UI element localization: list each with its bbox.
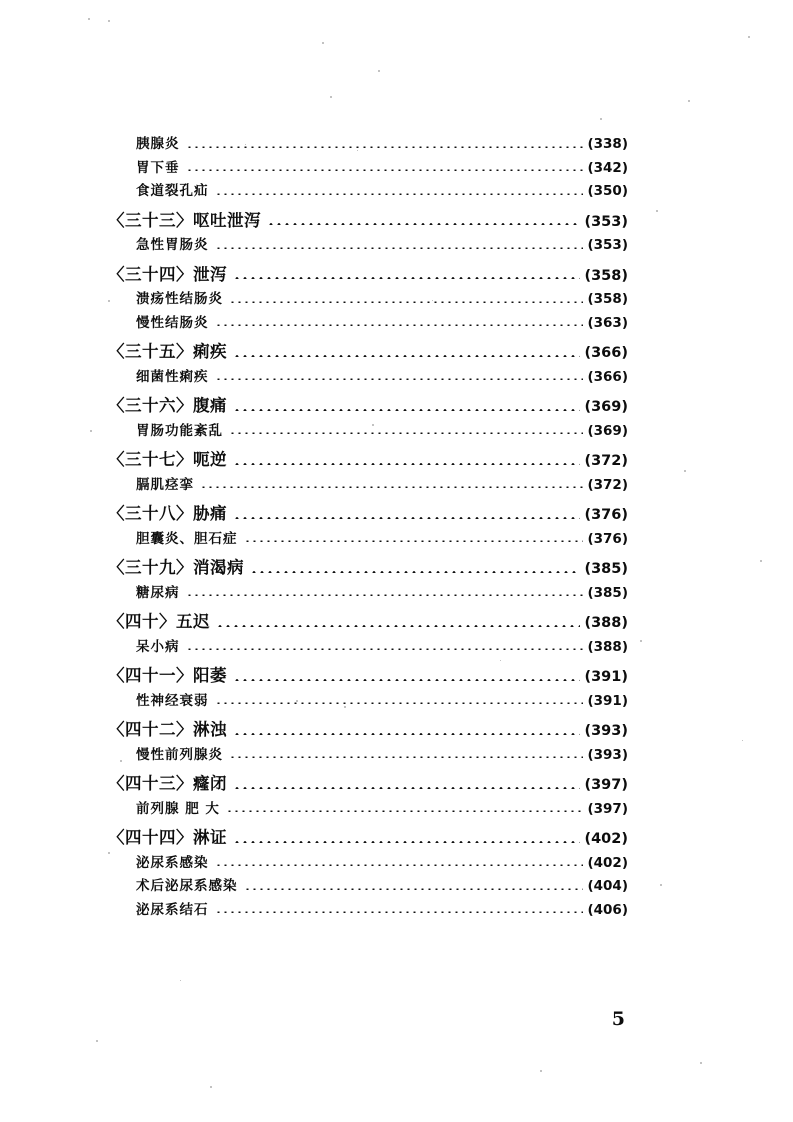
toc-leader-dots xyxy=(229,294,583,303)
toc-entry[interactable] xyxy=(136,159,628,176)
toc-leader-dots xyxy=(186,641,584,650)
toc-entry-page: (366) xyxy=(584,345,628,361)
toc-entry-label: 胰腺炎 xyxy=(136,136,180,152)
toc-leader-dots xyxy=(186,162,584,171)
toc-entry-label: 胆囊炎、胆石症 xyxy=(136,530,238,547)
toc-entry[interactable] xyxy=(108,668,628,685)
toc-entry-page: (376) xyxy=(587,530,628,547)
toc-entry-page: (406) xyxy=(587,901,628,918)
toc-entry-page: (385) xyxy=(584,561,628,577)
toc-leader-dots xyxy=(215,857,584,866)
toc-entry[interactable] xyxy=(136,314,628,331)
toc-entry[interactable] xyxy=(136,584,628,601)
toc-entry[interactable] xyxy=(136,800,628,817)
toc-leader-dots xyxy=(226,803,584,812)
toc-leader-dots xyxy=(233,270,580,279)
toc-leader-dots xyxy=(229,425,583,434)
toc-entry-label: 泌尿系结石 xyxy=(136,901,209,918)
toc-leader-dots xyxy=(244,533,584,542)
toc-entry-page: (388) xyxy=(584,615,628,631)
toc-entry-page: (350) xyxy=(587,183,628,199)
toc-entry[interactable] xyxy=(108,830,628,847)
toc-entry[interactable] xyxy=(136,901,628,918)
toc-leader-dots xyxy=(215,904,584,913)
toc-leader-dots xyxy=(200,479,583,488)
toc-entry-page: (376) xyxy=(584,507,628,523)
toc-entry-label: 〈三十四〉泄泻 xyxy=(108,264,227,284)
toc-entry-page: (397) xyxy=(584,777,628,793)
toc-entry[interactable] xyxy=(136,239,628,253)
toc-entry-page: (358) xyxy=(584,267,628,284)
toc-entry-label: 〈三十九〉消渴病 xyxy=(108,558,244,577)
toc-entry-page: (404) xyxy=(587,878,628,894)
toc-entry[interactable] xyxy=(108,722,628,739)
toc-entry-label: 〈三十三〉呕吐泄泻 xyxy=(108,210,261,230)
toc-entry[interactable] xyxy=(136,422,628,439)
toc-entry-page: (358) xyxy=(587,291,628,307)
toc-entry-label: 膈肌痉挛 xyxy=(136,476,194,493)
toc-entry[interactable] xyxy=(108,506,628,523)
toc-entry-page: (366) xyxy=(587,368,628,385)
toc-leader-dots xyxy=(233,510,580,519)
toc-entry-page: (342) xyxy=(587,159,628,176)
toc-entry-label: 泌尿系感染 xyxy=(136,854,209,871)
toc-entry[interactable] xyxy=(136,368,628,385)
toc-entry[interactable] xyxy=(136,880,628,894)
toc-entry-label: 〈三十七〉呃逆 xyxy=(108,450,227,469)
toc-entry[interactable] xyxy=(136,854,628,871)
toc-entry-page: (393) xyxy=(587,746,628,763)
toc-entry-label: 胃肠功能紊乱 xyxy=(136,422,223,439)
toc-leader-dots xyxy=(233,348,580,357)
toc-entry-page: (353) xyxy=(587,237,628,253)
toc-entry[interactable] xyxy=(136,293,628,307)
toc-entry[interactable] xyxy=(136,692,628,709)
toc-entry-label: 慢性前列腺炎 xyxy=(136,746,223,763)
toc-entry-page: (388) xyxy=(587,638,628,655)
toc-entry-label: 术后泌尿系感染 xyxy=(136,878,238,894)
page-number: 5 xyxy=(611,1008,625,1030)
toc-entry-label: 糖尿病 xyxy=(136,584,180,601)
toc-entry[interactable] xyxy=(108,776,628,793)
toc-entry-label: 〈三十五〉痢疾 xyxy=(108,342,227,361)
toc-leader-dots xyxy=(216,618,580,627)
toc-leader-dots xyxy=(267,216,580,225)
toc-entry-label: 〈四十三〉癃闭 xyxy=(108,774,227,793)
toc-entry-page: (397) xyxy=(587,800,628,817)
toc-leader-dots xyxy=(233,780,580,789)
toc-leader-dots xyxy=(215,695,584,704)
toc-entry-page: (363) xyxy=(587,314,628,331)
toc-leader-dots xyxy=(233,834,580,843)
toc-leader-dots xyxy=(186,587,584,596)
toc-entry-page: (402) xyxy=(587,854,628,871)
toc-leader-dots xyxy=(186,139,584,148)
toc-entry-label: 呆小病 xyxy=(136,638,180,655)
toc-entry-page: (369) xyxy=(587,422,628,439)
toc-leader-dots xyxy=(215,317,584,326)
toc-leader-dots xyxy=(233,402,580,411)
toc-entry-label: 溃疡性结肠炎 xyxy=(136,291,223,307)
toc-entry[interactable] xyxy=(136,476,628,493)
toc-entry-page: (372) xyxy=(584,453,628,469)
toc-entry[interactable] xyxy=(108,398,628,415)
toc-entry-label: 前列腺 肥 大 xyxy=(136,800,220,817)
toc-entry-page: (353) xyxy=(584,213,628,230)
toc-leader-dots xyxy=(244,881,584,890)
toc-entry[interactable] xyxy=(136,746,628,763)
toc-entry-label: 〈四十二〉淋浊 xyxy=(108,720,227,739)
toc-entry-page: (338) xyxy=(587,136,628,152)
toc-entry[interactable] xyxy=(108,560,628,577)
toc-leader-dots xyxy=(233,726,580,735)
toc-entry-label: 〈三十八〉胁痛 xyxy=(108,504,227,523)
toc-entry-label: 〈四十四〉淋证 xyxy=(108,828,227,847)
toc-entry-label: 急性胃肠炎 xyxy=(136,237,209,253)
toc-entry[interactable] xyxy=(108,344,628,361)
toc-leader-dots xyxy=(233,672,580,681)
toc-leader-dots xyxy=(215,240,584,249)
toc-entry-page: (385) xyxy=(587,584,628,601)
toc-entry[interactable] xyxy=(136,185,628,199)
toc-entry[interactable] xyxy=(136,638,628,655)
toc-leader-dots xyxy=(215,186,584,195)
toc-entry[interactable] xyxy=(108,614,628,631)
toc-entry-page: (391) xyxy=(587,692,628,709)
toc-entry-label: 食道裂孔疝 xyxy=(136,183,209,199)
toc-entry-page: (369) xyxy=(584,399,628,415)
toc-leader-dots xyxy=(229,749,583,758)
table-of-contents-list xyxy=(108,138,628,919)
toc-leader-dots xyxy=(250,564,580,573)
toc-entry-page: (372) xyxy=(587,476,628,493)
toc-leader-dots xyxy=(215,371,584,380)
toc-entry[interactable] xyxy=(108,264,628,284)
toc-leader-dots xyxy=(233,456,580,465)
toc-entry-label: 性神经衰弱 xyxy=(136,692,209,709)
toc-entry-page: (393) xyxy=(584,723,628,739)
toc-entry-label: 〈四十一〉阳萎 xyxy=(108,666,227,685)
toc-entry-label: 细菌性痢疾 xyxy=(136,368,209,385)
toc-entry-page: (391) xyxy=(584,669,628,685)
toc-entry-label: 胃下垂 xyxy=(136,159,180,176)
toc-entry[interactable] xyxy=(108,452,628,469)
toc-entry-label: 〈四十〉五迟 xyxy=(108,612,210,631)
toc-entry-page: (402) xyxy=(584,831,628,847)
toc-entry-label: 〈三十六〉腹痛 xyxy=(108,396,227,415)
toc-entry-label: 慢性结肠炎 xyxy=(136,314,209,331)
toc-entry[interactable] xyxy=(108,210,628,230)
toc-entry[interactable] xyxy=(136,138,628,152)
toc-entry[interactable] xyxy=(136,530,628,547)
